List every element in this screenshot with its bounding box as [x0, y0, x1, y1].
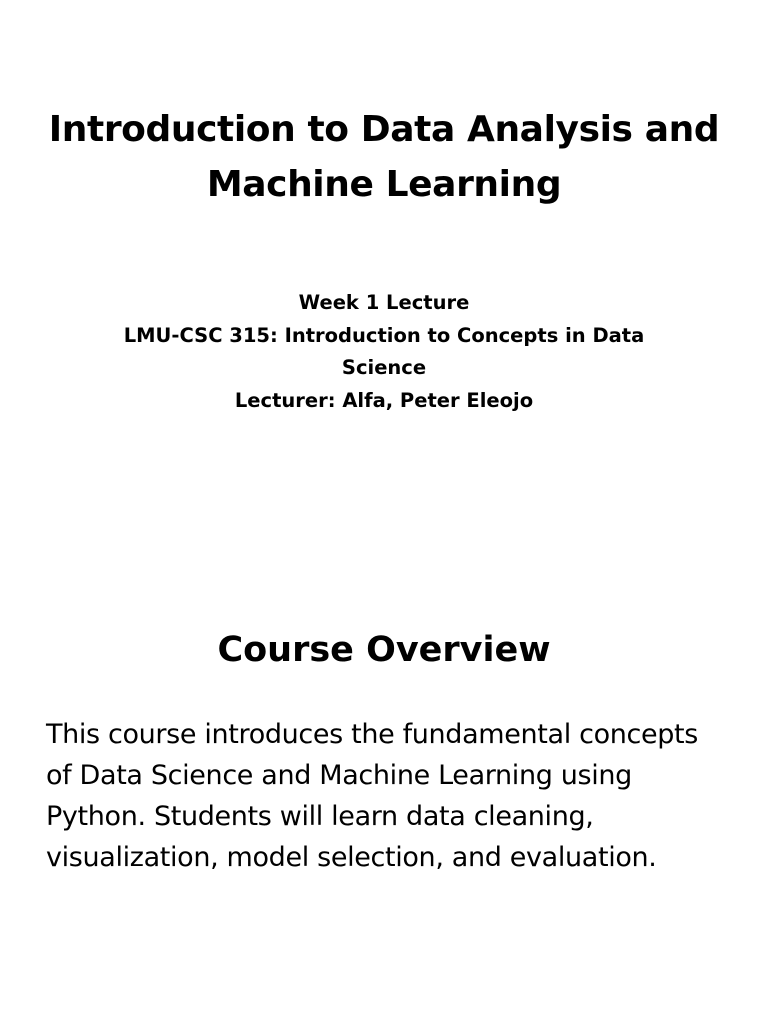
slide-subtitle [90, 286, 678, 418]
course-label: LMU-CSC 315: Introduction to Concepts in Data Science [123, 324, 645, 379]
course-description: This course introduces the fundamental concepts of Data Science and Machine Learning using Python. Students will learn data cleaning, visualization, model selection, and evaluation. [46, 719, 698, 873]
section-heading: Course Overview [217, 630, 551, 670]
week-label: Week 1 Lecture [298, 291, 470, 314]
slide-title: Introduction to Data Analysis and Machine Learning [48, 109, 720, 205]
overview-slide [0, 512, 768, 1024]
lecturer-label: Lecturer: Alfa, Peter Eleojo [234, 389, 534, 412]
